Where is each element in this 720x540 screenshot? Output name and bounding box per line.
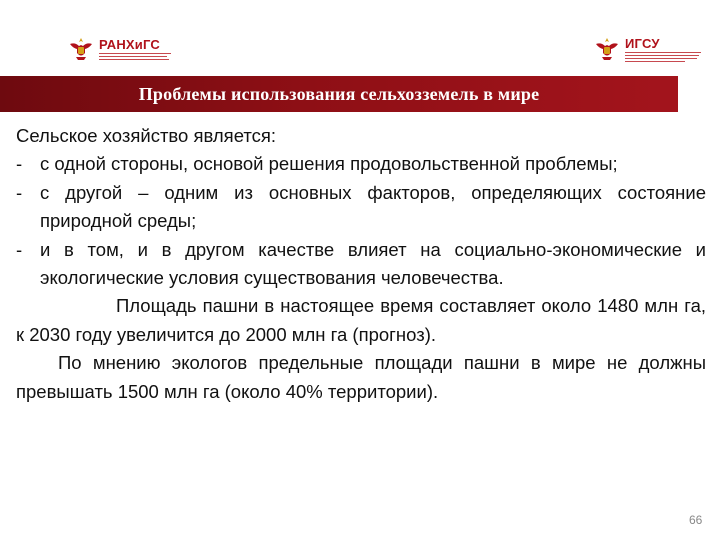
bullet-item bbox=[16, 179, 706, 236]
logo-right-name: ИГСУ bbox=[625, 35, 660, 51]
bullet-dash: - bbox=[16, 181, 23, 203]
logo-left-name: РАНХиГС bbox=[99, 37, 160, 52]
bullet-item bbox=[16, 150, 706, 178]
slide-title: Проблемы использования сельхозземель в мире bbox=[138, 83, 540, 104]
bullet-text: с другой – одним из основных факторов, определяющих состояние природной среды; bbox=[40, 181, 706, 232]
bullet-text: с одной стороны, основой решения продовольственной проблемы; bbox=[40, 153, 618, 175]
eagle-emblem-icon bbox=[594, 36, 620, 62]
page-number: 66 bbox=[689, 513, 703, 527]
eagle-emblem-icon bbox=[68, 36, 94, 62]
bullet-text: и в том, и в другом качестве влияет на социально-экономические и экологические условия существования человечества. bbox=[40, 238, 706, 289]
title-bar bbox=[0, 76, 678, 112]
bullet-dash: - bbox=[16, 238, 23, 260]
logo-left-subtitle-lines bbox=[99, 53, 171, 60]
slide-body bbox=[16, 122, 706, 406]
ranepa-logo bbox=[68, 36, 171, 62]
logo-right-subtitle-lines bbox=[625, 52, 701, 62]
paragraph-ecologists-limit: По мнению экологов предельные площади пашни в мире не должны превышать 1500 млн га (около 40% территории). bbox=[16, 352, 706, 402]
igsu-logo bbox=[594, 36, 701, 62]
intro-line: Сельское хозяйство является: bbox=[16, 125, 277, 146]
paragraph-arable-area: Площадь пашни в настоящее время составляет около 1480 млн га, к 2030 году увеличится до 2000 млн га (прогноз). bbox=[16, 295, 706, 345]
bullet-dash: - bbox=[16, 153, 23, 175]
bullet-item bbox=[16, 236, 706, 293]
